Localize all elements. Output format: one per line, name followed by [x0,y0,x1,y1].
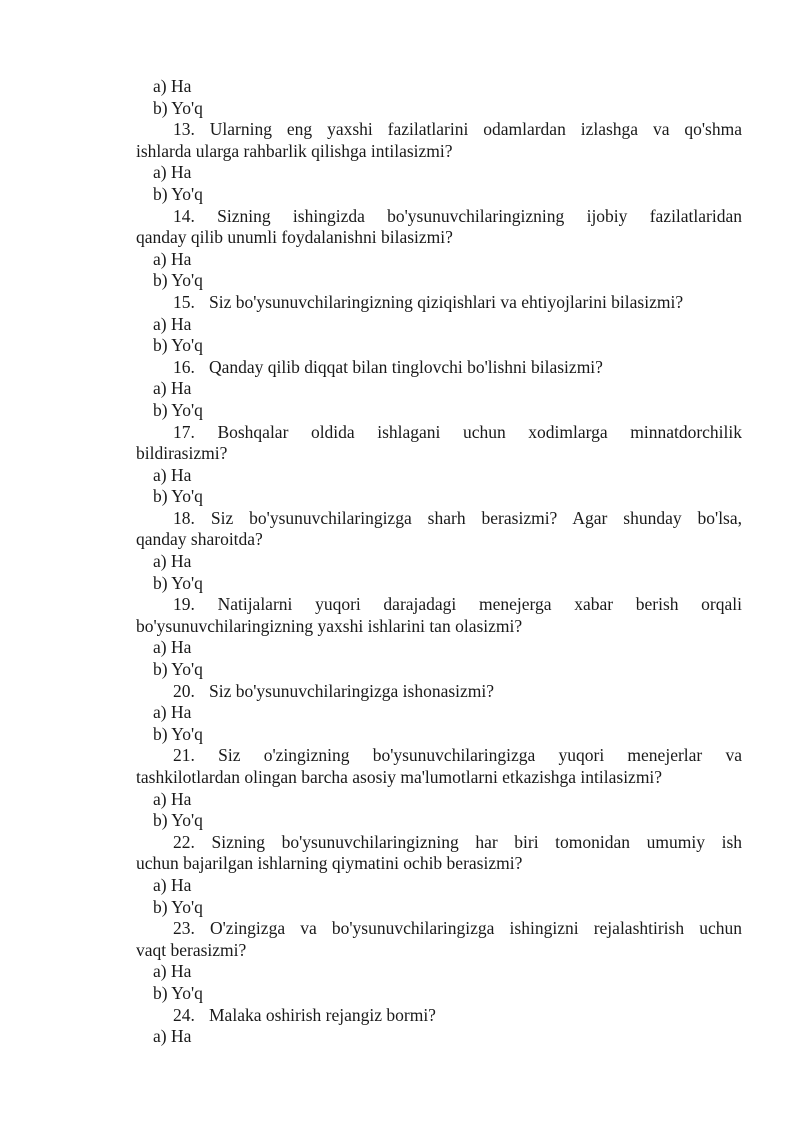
question-13-continuation: ishlarda ularga rahbarlik qilishga intilasizmi? [136,140,453,161]
question-13 [136,119,742,141]
answer-option-a: a) Ha [153,162,192,183]
question-number: 15. [173,291,195,312]
answer-option-b: b) Yo'q [153,97,203,118]
answer-option-b: b) Yo'q [153,896,203,917]
question-23-continuation: vaqt berasizmi? [136,939,247,960]
question-number: 20. [173,680,195,701]
answer-option-a: a) Ha [153,313,192,334]
question-number: 17. [173,421,195,442]
answer-option-a: a) Ha [153,76,192,96]
question-text: Boshqalar oldida ishlagani uchun xodimlarga minnatdorchilik [217,421,742,442]
question-text: Siz bo'ysunuvchilaringizning qiziqishlari va ehtiyojlarini bilasizmi? [209,291,684,312]
question-14-continuation: qanday qilib unumli foydalanishni bilasizmi? [136,227,453,248]
answer-option-b: b) Yo'q [153,659,203,680]
answer-option-a: a) Ha [153,378,192,399]
question-21 [136,745,742,767]
question-17 [136,422,742,444]
answer-option-a: a) Ha [153,1026,192,1047]
question-19-continuation: bo'ysunuvchilaringizning yaxshi ishlarini tan olasizmi? [136,615,523,636]
answer-option-a: a) Ha [153,551,192,572]
question-number: 16. [173,356,195,377]
question-number: 23. [173,918,195,939]
answer-option-b: b) Yo'q [153,810,203,831]
answer-option-a: a) Ha [153,874,192,895]
question-20 [136,681,742,703]
question-21-continuation: tashkilotlardan olingan barcha asosiy ma'lumotlarni etkazishga intilasizmi? [136,767,663,787]
question-text: Siz o'zingizning bo'ysunuvchilaringizga yuqori menejerlar va [218,745,742,766]
answer-option-a: a) Ha [153,702,192,723]
question-text: O'zingizga va bo'ysunuvchilaringizga ishingizni rejalashtirish uchun [210,918,742,939]
question-text: Siz bo'ysunuvchilaringizga ishonasizmi? [209,680,495,701]
answer-option-b: b) Yo'q [153,399,203,420]
answer-option-b: b) Yo'q [153,982,203,1003]
question-text: Sizning ishingizda bo'ysunuvchilaringizning ijobiy fazilatlaridan [217,205,742,226]
question-text: Sizning bo'ysunuvchilaringizning har biri tomonidan umumiy ish [211,831,742,852]
question-text: Qanday qilib diqqat bilan tinglovchi bo'lishni bilasizmi? [209,356,603,377]
questionnaire [136,76,742,1048]
question-18-continuation: qanday sharoitda? [136,529,263,550]
question-18 [136,508,742,530]
question-22 [136,832,742,854]
question-number: 14. [173,205,195,226]
question-number: 21. [173,745,195,766]
answer-option-a: a) Ha [153,464,192,485]
question-text: Malaka oshirish rejangiz bormi? [209,1004,436,1025]
question-text: Natijalarni yuqori darajadagi menejerga xabar berish orqali [217,594,742,615]
question-number: 13. [173,119,195,140]
question-22-continuation: uchun bajarilgan ishlarning qiymatini ochib berasizmi? [136,853,523,874]
answer-option-a: a) Ha [153,248,192,269]
question-15 [136,292,742,314]
question-text: Siz bo'ysunuvchilaringizga sharh berasizmi? Agar shunday bo'lsa, [210,507,742,528]
answer-option-b: b) Yo'q [153,723,203,744]
question-number: 24. [173,1004,195,1025]
question-number: 18. [173,507,195,528]
answer-option-b: b) Yo'q [153,183,203,204]
question-number: 22. [173,831,195,852]
question-number: 19. [173,594,195,615]
question-17-continuation: bildirasizmi? [136,443,228,464]
question-14 [136,206,742,228]
question-23 [136,918,742,940]
question-16 [136,357,742,379]
answer-option-b: b) Yo'q [153,270,203,291]
question-text: Ularning eng yaxshi fazilatlarini odamlardan izlashga va qo'shma [209,119,742,140]
answer-option-a: a) Ha [153,788,192,809]
question-19 [136,594,742,616]
question-24 [136,1005,742,1027]
answer-option-a: a) Ha [153,637,192,658]
answer-option-a: a) Ha [153,961,192,982]
answer-option-b: b) Yo'q [153,335,203,356]
answer-option-b: b) Yo'q [153,486,203,507]
answer-option-b: b) Yo'q [153,572,203,593]
